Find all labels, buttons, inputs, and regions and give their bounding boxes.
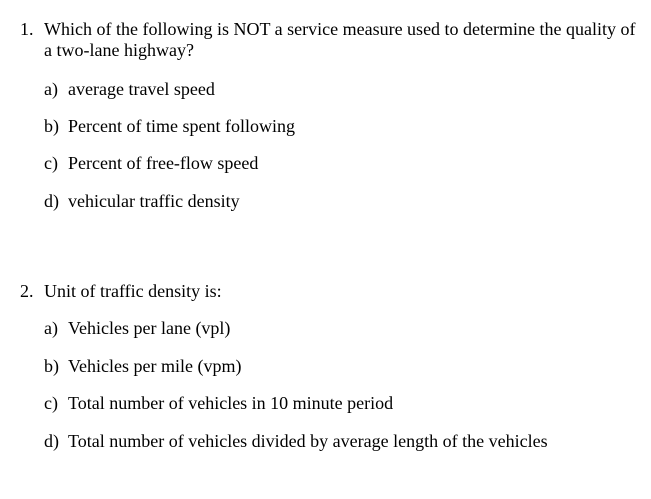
question-number: 2. bbox=[20, 281, 34, 301]
option-letter: c) bbox=[44, 153, 58, 173]
option-c bbox=[44, 393, 393, 414]
option-letter: b) bbox=[44, 116, 59, 136]
option-text: Percent of time spent following bbox=[68, 116, 295, 136]
option-a bbox=[44, 318, 230, 339]
question-text: Which of the following is NOT a service measure used to determine the quality of a two-lane highway? bbox=[44, 19, 636, 60]
option-letter: a) bbox=[44, 318, 58, 338]
question-stem bbox=[20, 19, 645, 61]
option-letter: b) bbox=[44, 356, 59, 376]
option-text: Total number of vehicles divided by average length of the vehicles bbox=[68, 431, 548, 451]
option-letter: c) bbox=[44, 393, 58, 413]
option-c bbox=[44, 153, 258, 174]
option-letter: a) bbox=[44, 79, 58, 99]
option-letter: d) bbox=[44, 191, 59, 211]
option-d bbox=[44, 431, 548, 452]
question-1 bbox=[20, 19, 645, 211]
question-number: 1. bbox=[20, 19, 34, 39]
option-b bbox=[44, 356, 241, 377]
question-text: Unit of traffic density is: bbox=[44, 281, 222, 301]
option-text: Percent of free-flow speed bbox=[68, 153, 259, 173]
option-text: Vehicles per mile (vpm) bbox=[68, 356, 242, 376]
option-letter: d) bbox=[44, 431, 59, 451]
option-text: average travel speed bbox=[68, 79, 215, 99]
option-text: Vehicles per lane (vpl) bbox=[68, 318, 231, 338]
question-stem bbox=[20, 281, 645, 302]
option-text: Total number of vehicles in 10 minute period bbox=[68, 393, 394, 413]
option-d bbox=[44, 191, 240, 212]
option-text: vehicular traffic density bbox=[68, 191, 240, 211]
option-b bbox=[44, 116, 295, 137]
question-2 bbox=[20, 281, 645, 451]
option-a bbox=[44, 79, 215, 100]
